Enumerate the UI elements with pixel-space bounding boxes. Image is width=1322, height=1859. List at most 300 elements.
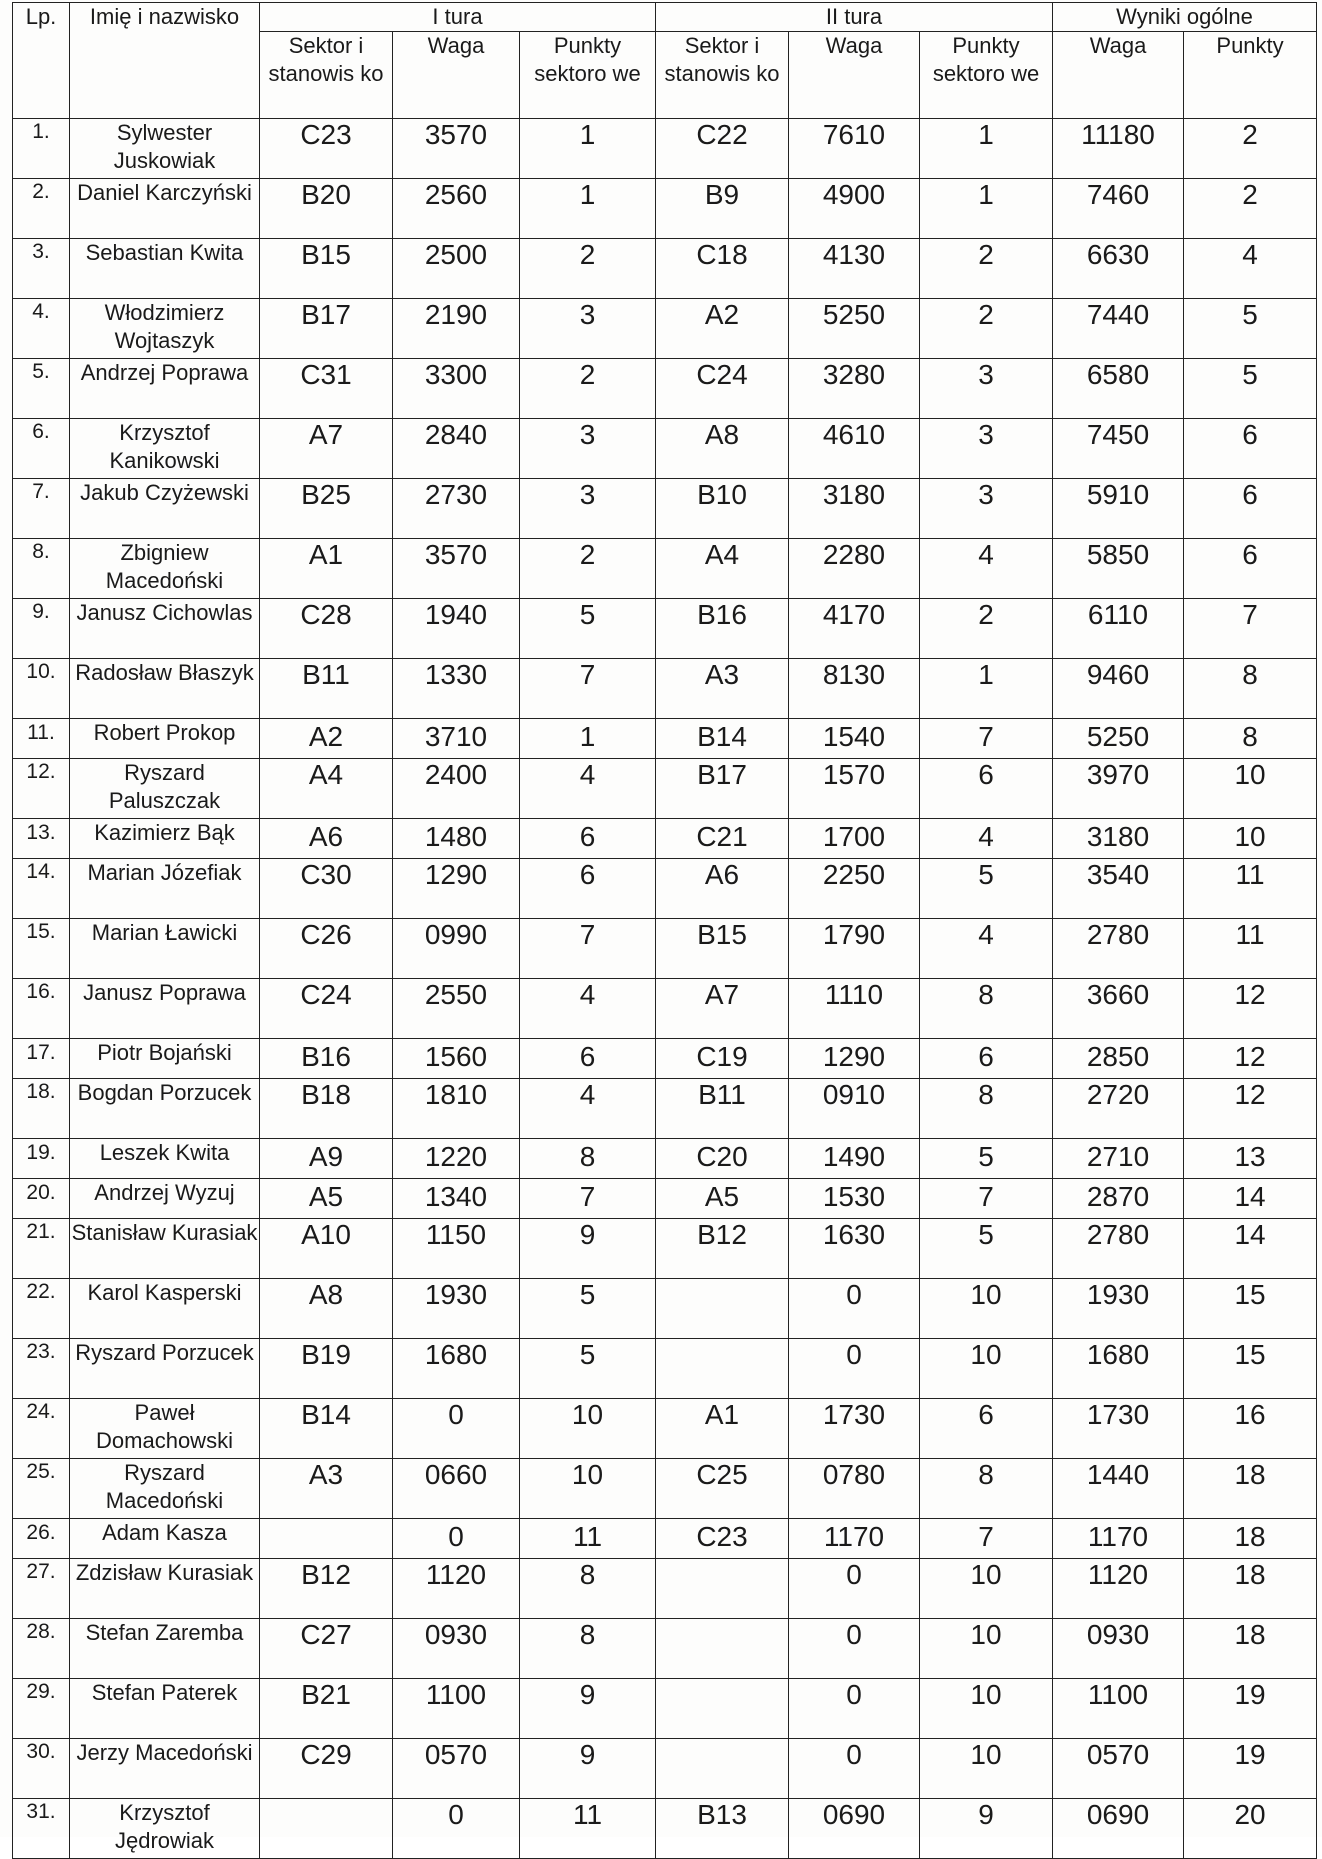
cell-name: Stefan Paterek: [70, 1679, 260, 1739]
cell-r1-weight: 2400: [393, 759, 520, 819]
header-r1-weight: Waga: [393, 32, 520, 119]
cell-r1-sector: B12: [260, 1559, 393, 1619]
cell-r2-weight: 1540: [789, 719, 920, 759]
cell-name: Paweł Domachowski: [70, 1399, 260, 1459]
table-row: [13, 1519, 1317, 1559]
cell-lp: 1.: [13, 119, 70, 179]
cell-r2-points: 1: [920, 119, 1053, 179]
table-row: [13, 1179, 1317, 1219]
cell-lp: 3.: [13, 239, 70, 299]
cell-r1-sector: C27: [260, 1619, 393, 1679]
cell-r2-points: 1: [920, 179, 1053, 239]
header-total-points: Punkty: [1184, 32, 1317, 119]
cell-r2-points: 3: [920, 479, 1053, 539]
table-row: [13, 759, 1317, 819]
cell-r1-points: 11: [520, 1799, 656, 1859]
cell-r1-weight: 2550: [393, 979, 520, 1039]
cell-r1-weight: 1340: [393, 1179, 520, 1219]
cell-name: Krzysztof Kanikowski: [70, 419, 260, 479]
cell-lp: 24.: [13, 1399, 70, 1459]
cell-r2-points: 2: [920, 599, 1053, 659]
cell-r1-sector: C30: [260, 859, 393, 919]
cell-r2-weight: 1490: [789, 1139, 920, 1179]
cell-total-weight: 1930: [1053, 1279, 1184, 1339]
cell-r1-weight: 3570: [393, 539, 520, 599]
cell-r1-weight: 0: [393, 1799, 520, 1859]
table-row: [13, 659, 1317, 719]
cell-total-points: 11: [1184, 919, 1317, 979]
cell-total-points: 10: [1184, 819, 1317, 859]
cell-r2-sector: [656, 1739, 789, 1799]
cell-name: Ryszard Macedoński: [70, 1459, 260, 1519]
cell-total-points: 18: [1184, 1519, 1317, 1559]
cell-total-weight: 0930: [1053, 1619, 1184, 1679]
cell-r2-weight: 0: [789, 1279, 920, 1339]
cell-name: Zdzisław Kurasiak: [70, 1559, 260, 1619]
cell-lp: 10.: [13, 659, 70, 719]
cell-lp: 25.: [13, 1459, 70, 1519]
cell-total-weight: 1170: [1053, 1519, 1184, 1559]
cell-r1-sector: C28: [260, 599, 393, 659]
cell-r1-points: 4: [520, 759, 656, 819]
cell-r1-sector: A10: [260, 1219, 393, 1279]
cell-r2-points: 10: [920, 1619, 1053, 1679]
cell-r2-points: 1: [920, 659, 1053, 719]
cell-lp: 31.: [13, 1799, 70, 1859]
cell-name: Ryszard Porzucek: [70, 1339, 260, 1399]
table-row: [13, 1679, 1317, 1739]
cell-r2-points: 10: [920, 1679, 1053, 1739]
cell-lp: 13.: [13, 819, 70, 859]
cell-r1-points: 1: [520, 719, 656, 759]
cell-r1-points: 5: [520, 599, 656, 659]
cell-r1-points: 6: [520, 1039, 656, 1079]
cell-r1-sector: A8: [260, 1279, 393, 1339]
cell-r1-sector: C26: [260, 919, 393, 979]
cell-total-points: 10: [1184, 759, 1317, 819]
cell-r2-points: 10: [920, 1559, 1053, 1619]
cell-r1-sector: A6: [260, 819, 393, 859]
cell-r2-sector: A5: [656, 1179, 789, 1219]
cell-r2-weight: 1110: [789, 979, 920, 1039]
cell-total-points: 14: [1184, 1219, 1317, 1279]
cell-r2-points: 5: [920, 859, 1053, 919]
cell-r2-sector: C25: [656, 1459, 789, 1519]
cell-lp: 6.: [13, 419, 70, 479]
cell-r1-points: 9: [520, 1679, 656, 1739]
cell-lp: 28.: [13, 1619, 70, 1679]
table-row: [13, 1799, 1317, 1859]
cell-r2-points: 10: [920, 1339, 1053, 1399]
cell-lp: 14.: [13, 859, 70, 919]
cell-r2-sector: B15: [656, 919, 789, 979]
cell-total-weight: 3540: [1053, 859, 1184, 919]
cell-r1-points: 3: [520, 419, 656, 479]
cell-r2-sector: B11: [656, 1079, 789, 1139]
cell-total-points: 12: [1184, 979, 1317, 1039]
cell-r2-sector: A8: [656, 419, 789, 479]
cell-total-weight: 2780: [1053, 1219, 1184, 1279]
cell-total-points: 13: [1184, 1139, 1317, 1179]
cell-total-weight: 9460: [1053, 659, 1184, 719]
cell-name: Janusz Cichowlas: [70, 599, 260, 659]
cell-name: Piotr Bojański: [70, 1039, 260, 1079]
cell-name: Adam Kasza: [70, 1519, 260, 1559]
cell-r1-sector: B20: [260, 179, 393, 239]
cell-name: Andrzej Poprawa: [70, 359, 260, 419]
cell-r2-weight: 1530: [789, 1179, 920, 1219]
cell-r2-weight: 8130: [789, 659, 920, 719]
cell-total-points: 8: [1184, 659, 1317, 719]
cell-r2-weight: 3280: [789, 359, 920, 419]
table-row: [13, 1399, 1317, 1459]
cell-r2-points: 8: [920, 1459, 1053, 1519]
cell-r2-sector: A1: [656, 1399, 789, 1459]
cell-r1-sector: [260, 1519, 393, 1559]
cell-r2-points: 5: [920, 1139, 1053, 1179]
cell-r2-weight: 2280: [789, 539, 920, 599]
cell-r2-points: 8: [920, 1079, 1053, 1139]
cell-r1-sector: B16: [260, 1039, 393, 1079]
cell-r2-points: 6: [920, 1039, 1053, 1079]
cell-total-points: 16: [1184, 1399, 1317, 1459]
cell-r1-sector: C24: [260, 979, 393, 1039]
cell-r1-points: 3: [520, 479, 656, 539]
cell-lp: 15.: [13, 919, 70, 979]
cell-name: Zbigniew Macedoński: [70, 539, 260, 599]
cell-r2-weight: 0: [789, 1339, 920, 1399]
cell-lp: 2.: [13, 179, 70, 239]
cell-name: Jerzy Macedoński: [70, 1739, 260, 1799]
cell-r1-weight: 0570: [393, 1739, 520, 1799]
cell-total-points: 11: [1184, 859, 1317, 919]
cell-r1-sector: B15: [260, 239, 393, 299]
cell-r2-points: 4: [920, 539, 1053, 599]
cell-r1-weight: 1220: [393, 1139, 520, 1179]
cell-total-points: 14: [1184, 1179, 1317, 1219]
cell-r1-points: 2: [520, 539, 656, 599]
cell-r1-weight: 2190: [393, 299, 520, 359]
cell-r1-points: 1: [520, 119, 656, 179]
cell-r1-points: 3: [520, 299, 656, 359]
cell-r1-sector: B21: [260, 1679, 393, 1739]
cell-r2-points: 3: [920, 359, 1053, 419]
cell-r1-weight: 3570: [393, 119, 520, 179]
cell-r1-sector: B14: [260, 1399, 393, 1459]
cell-lp: 22.: [13, 1279, 70, 1339]
cell-r1-sector: B25: [260, 479, 393, 539]
table-row: [13, 179, 1317, 239]
cell-total-weight: 1120: [1053, 1559, 1184, 1619]
cell-name: Janusz Poprawa: [70, 979, 260, 1039]
cell-total-points: 18: [1184, 1619, 1317, 1679]
cell-r2-points: 6: [920, 1399, 1053, 1459]
cell-r2-sector: B10: [656, 479, 789, 539]
cell-lp: 21.: [13, 1219, 70, 1279]
cell-r2-points: 7: [920, 719, 1053, 759]
cell-r2-weight: 4610: [789, 419, 920, 479]
cell-total-weight: 6580: [1053, 359, 1184, 419]
header-name: Imię i nazwisko: [70, 3, 260, 119]
cell-r1-points: 6: [520, 819, 656, 859]
cell-r1-sector: A3: [260, 1459, 393, 1519]
cell-r2-sector: A7: [656, 979, 789, 1039]
cell-total-weight: 1100: [1053, 1679, 1184, 1739]
results-table: [12, 2, 1317, 1859]
cell-total-weight: 1730: [1053, 1399, 1184, 1459]
cell-r2-points: 4: [920, 819, 1053, 859]
cell-total-weight: 6110: [1053, 599, 1184, 659]
cell-r1-weight: 1150: [393, 1219, 520, 1279]
cell-r2-points: 8: [920, 979, 1053, 1039]
table-row: [13, 239, 1317, 299]
cell-total-points: 6: [1184, 419, 1317, 479]
cell-total-points: 6: [1184, 539, 1317, 599]
cell-name: Jakub Czyżewski: [70, 479, 260, 539]
cell-lp: 29.: [13, 1679, 70, 1739]
cell-r1-sector: A4: [260, 759, 393, 819]
cell-lp: 4.: [13, 299, 70, 359]
cell-r2-sector: C24: [656, 359, 789, 419]
cell-total-weight: 11180: [1053, 119, 1184, 179]
header-r2-sector-points: Punkty sektoro we: [920, 32, 1053, 119]
table-body: [13, 119, 1317, 1859]
cell-lp: 8.: [13, 539, 70, 599]
cell-total-weight: 2870: [1053, 1179, 1184, 1219]
cell-r1-weight: 2730: [393, 479, 520, 539]
cell-lp: 5.: [13, 359, 70, 419]
cell-name: Marian Józefiak: [70, 859, 260, 919]
cell-lp: 19.: [13, 1139, 70, 1179]
cell-lp: 17.: [13, 1039, 70, 1079]
cell-r2-points: 7: [920, 1519, 1053, 1559]
cell-r1-weight: 1940: [393, 599, 520, 659]
header-overall: Wyniki ogólne: [1053, 3, 1317, 32]
cell-r2-points: 2: [920, 299, 1053, 359]
table-row: [13, 1139, 1317, 1179]
cell-total-points: 12: [1184, 1079, 1317, 1139]
cell-r2-sector: B13: [656, 1799, 789, 1859]
cell-r1-weight: 1930: [393, 1279, 520, 1339]
cell-name: Karol Kasperski: [70, 1279, 260, 1339]
table-row: [13, 359, 1317, 419]
cell-r2-points: 4: [920, 919, 1053, 979]
cell-name: Bogdan Porzucek: [70, 1079, 260, 1139]
cell-r2-weight: 1570: [789, 759, 920, 819]
table-row: [13, 919, 1317, 979]
cell-r1-sector: C29: [260, 1739, 393, 1799]
cell-r1-sector: B18: [260, 1079, 393, 1139]
cell-r1-sector: B19: [260, 1339, 393, 1399]
table-row: [13, 719, 1317, 759]
cell-total-points: 4: [1184, 239, 1317, 299]
cell-total-points: 19: [1184, 1739, 1317, 1799]
cell-r1-sector: B17: [260, 299, 393, 359]
cell-r1-points: 9: [520, 1739, 656, 1799]
cell-r1-sector: A5: [260, 1179, 393, 1219]
cell-r1-points: 7: [520, 659, 656, 719]
cell-r1-weight: 0: [393, 1519, 520, 1559]
cell-total-points: 18: [1184, 1559, 1317, 1619]
cell-total-weight: 3660: [1053, 979, 1184, 1039]
cell-r1-weight: 1560: [393, 1039, 520, 1079]
cell-total-points: 18: [1184, 1459, 1317, 1519]
cell-r1-weight: 2840: [393, 419, 520, 479]
cell-r2-points: 10: [920, 1279, 1053, 1339]
cell-r2-sector: C22: [656, 119, 789, 179]
cell-r2-sector: B14: [656, 719, 789, 759]
table-row: [13, 1079, 1317, 1139]
cell-r2-weight: 1730: [789, 1399, 920, 1459]
table-row: [13, 1339, 1317, 1399]
cell-r1-points: 7: [520, 919, 656, 979]
cell-r2-points: 7: [920, 1179, 1053, 1219]
cell-r2-sector: C18: [656, 239, 789, 299]
table-row: [13, 1219, 1317, 1279]
cell-name: Sylwester Juskowiak: [70, 119, 260, 179]
cell-r1-weight: 0660: [393, 1459, 520, 1519]
cell-r1-sector: A9: [260, 1139, 393, 1179]
cell-lp: 7.: [13, 479, 70, 539]
cell-r1-points: 4: [520, 979, 656, 1039]
cell-r2-points: 6: [920, 759, 1053, 819]
cell-r2-sector: C19: [656, 1039, 789, 1079]
cell-total-weight: 7450: [1053, 419, 1184, 479]
cell-r1-sector: A7: [260, 419, 393, 479]
cell-total-weight: 5250: [1053, 719, 1184, 759]
cell-r1-points: 9: [520, 1219, 656, 1279]
cell-name: Leszek Kwita: [70, 1139, 260, 1179]
cell-r2-points: 3: [920, 419, 1053, 479]
cell-r1-sector: B11: [260, 659, 393, 719]
cell-total-weight: 3180: [1053, 819, 1184, 859]
cell-r2-weight: 5250: [789, 299, 920, 359]
header-lp: Lp.: [13, 3, 70, 119]
header-r1-sector: Sektor i stanowis ko: [260, 32, 393, 119]
cell-r2-weight: 0690: [789, 1799, 920, 1859]
cell-total-weight: 0570: [1053, 1739, 1184, 1799]
cell-name: Sebastian Kwita: [70, 239, 260, 299]
table-row: [13, 1559, 1317, 1619]
cell-r2-sector: C21: [656, 819, 789, 859]
cell-lp: 12.: [13, 759, 70, 819]
cell-r2-points: 9: [920, 1799, 1053, 1859]
cell-r2-sector: A6: [656, 859, 789, 919]
cell-lp: 27.: [13, 1559, 70, 1619]
cell-r1-weight: 1100: [393, 1679, 520, 1739]
cell-lp: 26.: [13, 1519, 70, 1559]
cell-r2-weight: 2250: [789, 859, 920, 919]
cell-r1-points: 8: [520, 1139, 656, 1179]
header-r2-weight: Waga: [789, 32, 920, 119]
cell-lp: 20.: [13, 1179, 70, 1219]
table-header: [13, 3, 1317, 119]
cell-r1-weight: 2560: [393, 179, 520, 239]
cell-r1-points: 7: [520, 1179, 656, 1219]
cell-r2-weight: 4900: [789, 179, 920, 239]
cell-r2-weight: 7610: [789, 119, 920, 179]
cell-r2-weight: 1290: [789, 1039, 920, 1079]
table-row: [13, 1039, 1317, 1079]
cell-r1-weight: 3300: [393, 359, 520, 419]
table-row: [13, 119, 1317, 179]
cell-total-weight: 7440: [1053, 299, 1184, 359]
header-total-weight: Waga: [1053, 32, 1184, 119]
cell-r2-weight: 0780: [789, 1459, 920, 1519]
cell-r2-weight: 1700: [789, 819, 920, 859]
cell-total-points: 6: [1184, 479, 1317, 539]
cell-r1-weight: 1680: [393, 1339, 520, 1399]
cell-r2-sector: A3: [656, 659, 789, 719]
cell-total-weight: 3970: [1053, 759, 1184, 819]
cell-r1-weight: 0: [393, 1399, 520, 1459]
table-row: [13, 419, 1317, 479]
table-row: [13, 599, 1317, 659]
cell-r1-points: 1: [520, 179, 656, 239]
cell-name: Andrzej Wyzuj: [70, 1179, 260, 1219]
cell-total-points: 7: [1184, 599, 1317, 659]
cell-lp: 30.: [13, 1739, 70, 1799]
cell-total-weight: 5850: [1053, 539, 1184, 599]
cell-total-weight: 2720: [1053, 1079, 1184, 1139]
cell-name: Ryszard Paluszczak: [70, 759, 260, 819]
cell-r2-weight: 0: [789, 1559, 920, 1619]
cell-r1-points: 6: [520, 859, 656, 919]
cell-name: Robert Prokop: [70, 719, 260, 759]
cell-r2-weight: 0: [789, 1739, 920, 1799]
cell-total-weight: 1680: [1053, 1339, 1184, 1399]
header-r1-sector-points: Punkty sektoro we: [520, 32, 656, 119]
table-row: [13, 1739, 1317, 1799]
table-row: [13, 1279, 1317, 1339]
table-row: [13, 479, 1317, 539]
cell-lp: 16.: [13, 979, 70, 1039]
cell-r1-weight: 0930: [393, 1619, 520, 1679]
cell-r2-sector: [656, 1279, 789, 1339]
header-r2-sector: Sektor i stanowis ko: [656, 32, 789, 119]
cell-r2-sector: C23: [656, 1519, 789, 1559]
cell-r1-points: 4: [520, 1079, 656, 1139]
cell-name: Krzysztof Jędrowiak: [70, 1799, 260, 1859]
cell-r2-points: 10: [920, 1739, 1053, 1799]
cell-total-points: 15: [1184, 1339, 1317, 1399]
cell-r2-sector: [656, 1559, 789, 1619]
cell-r1-sector: A2: [260, 719, 393, 759]
cell-r1-points: 8: [520, 1559, 656, 1619]
cell-total-points: 5: [1184, 299, 1317, 359]
cell-total-weight: 7460: [1053, 179, 1184, 239]
table-row: [13, 979, 1317, 1039]
cell-r1-points: 10: [520, 1399, 656, 1459]
cell-r2-sector: A2: [656, 299, 789, 359]
cell-total-weight: 6630: [1053, 239, 1184, 299]
cell-r2-weight: 1790: [789, 919, 920, 979]
cell-total-weight: 1440: [1053, 1459, 1184, 1519]
cell-total-weight: 5910: [1053, 479, 1184, 539]
cell-name: Włodzimierz Wojtaszyk: [70, 299, 260, 359]
header-round-1: I tura: [260, 3, 656, 32]
cell-total-points: 2: [1184, 179, 1317, 239]
cell-r2-sector: C20: [656, 1139, 789, 1179]
cell-r1-weight: 0990: [393, 919, 520, 979]
cell-r2-sector: [656, 1679, 789, 1739]
cell-total-points: 19: [1184, 1679, 1317, 1739]
table-row: [13, 1459, 1317, 1519]
cell-r2-weight: 0: [789, 1619, 920, 1679]
cell-r1-weight: 1480: [393, 819, 520, 859]
cell-r2-weight: 1630: [789, 1219, 920, 1279]
cell-name: Daniel Karczyński: [70, 179, 260, 239]
